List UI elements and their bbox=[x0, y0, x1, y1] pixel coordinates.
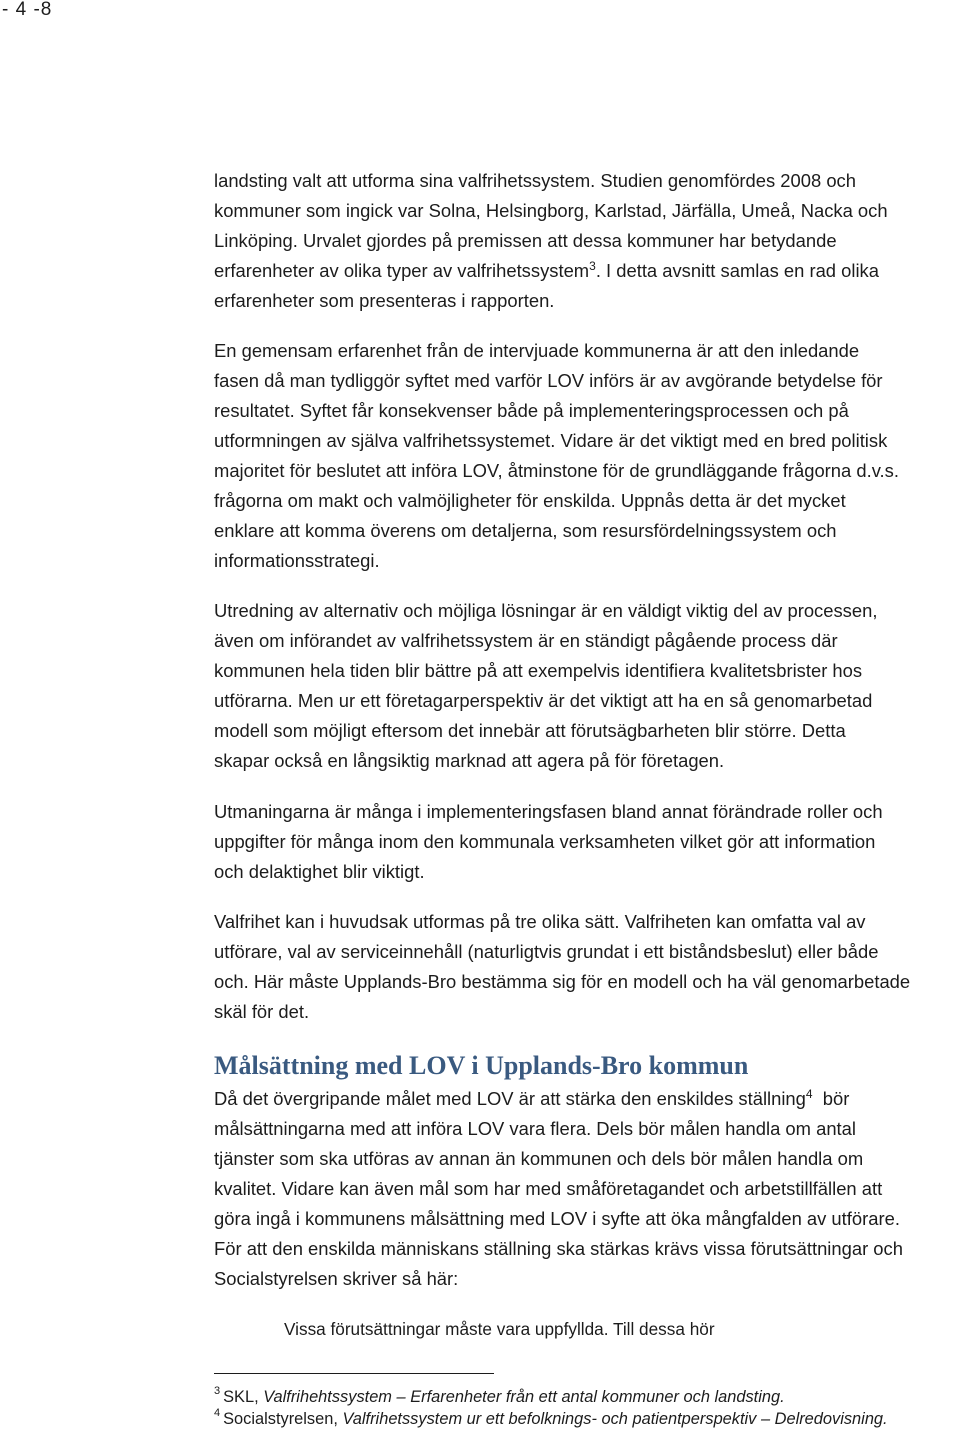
text-line: För att den enskilda människans ställning ska stärkas krävs vissa förutsättningar och bbox=[214, 1238, 903, 1259]
paragraph-text bbox=[214, 166, 954, 316]
text-line: utförarna. Men ur ett företagarperspektiv är det viktigt att ha en så genomarbetad bbox=[214, 690, 873, 711]
paragraph-text bbox=[214, 907, 954, 1027]
text-line: även om införandet av valfrihetssystem är en ständigt pågående process där bbox=[214, 630, 838, 651]
text-line: Linköping. Urvalet gjordes på premissen att dessa kommuner har betydande bbox=[214, 230, 837, 251]
footnote-source: Socialstyrelsen, bbox=[223, 1410, 343, 1428]
footnote-source: SKL, bbox=[223, 1388, 264, 1406]
text-line: Valfrihet kan i huvudsak utformas på tre olika sätt. Valfriheten kan omfatta val av bbox=[214, 911, 866, 932]
footnote-separator bbox=[214, 1373, 494, 1374]
footnote-title: Erfarenheter från ett antal kommuner och landsting. bbox=[410, 1388, 785, 1406]
text-line bbox=[214, 1084, 954, 1114]
text-line: Utmaningarna är många i implementeringsfasen bland annat förändrade roller och bbox=[214, 801, 883, 822]
footnote-title: Delredovisning. bbox=[774, 1410, 888, 1428]
section-heading: Målsättning med LOV i Upplands-Bro kommun bbox=[214, 1051, 749, 1080]
text-line: majoritet för beslutet att införa LOV, åtminstone för de grundläggande frågorna d.v.s. bbox=[214, 460, 899, 481]
text-line: utformningen av själva valfrihetssystemet. Vidare är det viktigt med en bred politisk bbox=[214, 430, 888, 451]
text-line: fasen då man tydliggör syftet med varför LOV införs är av avgörande betydelse för bbox=[214, 370, 883, 391]
paragraph-3 bbox=[214, 596, 954, 776]
paragraph-4 bbox=[214, 797, 954, 887]
footnote-reference-3: 3 bbox=[589, 259, 596, 273]
section-paragraph bbox=[214, 1084, 954, 1294]
footnote-number: 4 bbox=[214, 1407, 221, 1419]
footnote-number: 3 bbox=[214, 1385, 221, 1397]
text-line: resultatet. Syftet får konsekvenser både på implementeringsprocessen och på bbox=[214, 400, 849, 421]
text-segment: . I detta avsnitt samlas en rad olika bbox=[595, 260, 879, 281]
footnote-title: Valfrihehtssystem bbox=[263, 1388, 392, 1406]
paragraph-2 bbox=[214, 336, 954, 576]
text-line: landsting valt att utforma sina valfrihetssystem. Studien genomfördes 2008 och bbox=[214, 170, 856, 191]
text-line: och delaktighet blir viktigt. bbox=[214, 861, 425, 882]
text-segment: Då det övergripande målet med LOV är att stärka den enskildes ställning bbox=[214, 1088, 806, 1109]
text-line: tjänster som ska utföras av annan än kommunen och dels bör målen handla om bbox=[214, 1148, 864, 1169]
text-line: utförare, val av serviceinnehåll (naturligtvis grundat i ett biståndsbeslut) eller både bbox=[214, 941, 879, 962]
paragraph-text bbox=[214, 336, 954, 576]
text-line: erfarenheter som presenteras i rapporten. bbox=[214, 290, 555, 311]
text-line: enklare att komma överens om detaljerna, som resursfördelningssystem och bbox=[214, 520, 837, 541]
paragraph-1 bbox=[214, 166, 954, 316]
text-line: modell som möjligt eftersom det innebär att förutsägbarheten blir större. Detta bbox=[214, 720, 846, 741]
text-line bbox=[214, 256, 954, 286]
paragraph-5 bbox=[214, 907, 954, 1027]
text-line: Utredning av alternativ och möjliga lösningar är en väldigt viktig del av processen, bbox=[214, 600, 878, 621]
text-line: informationsstrategi. bbox=[214, 550, 380, 571]
footnote-dash: – bbox=[391, 1388, 411, 1406]
text-line: skäl för det. bbox=[214, 1001, 310, 1022]
footnote-reference-4: 4 bbox=[805, 1087, 813, 1101]
paragraph-text bbox=[214, 596, 954, 776]
text-line: kommuner som ingick var Solna, Helsingborg, Karlstad, Järfälla, Umeå, Nacka och bbox=[214, 200, 888, 221]
text-line: målsättningarna med att införa LOV vara flera. Dels bör målen handla om antal bbox=[214, 1118, 856, 1139]
text-segment: bör bbox=[812, 1088, 850, 1109]
text-line: uppgifter för många inom den kommunala verksamheten vilket gör att information bbox=[214, 831, 876, 852]
paragraph-text bbox=[214, 1084, 954, 1294]
text-line: kvalitet. Vidare kan även mål som har med småföretagandet och arbetstillfällen att bbox=[214, 1178, 883, 1199]
footnote-dash: – bbox=[756, 1410, 775, 1428]
text-line: Socialstyrelsen skriver så här: bbox=[214, 1268, 459, 1289]
footnote-3 bbox=[214, 1386, 785, 1408]
paragraph-text bbox=[214, 797, 954, 887]
block-quote: Vissa förutsättningar måste vara uppfyllda. Till dessa hör bbox=[284, 1319, 715, 1339]
footnote-title: Valfrihetssystem ur ett befolknings- och patientperspektiv bbox=[342, 1410, 757, 1428]
text-line: göra ingå i kommunens målsättning med LOV i syfte att öka mångfalden av utförare. bbox=[214, 1208, 900, 1229]
footnote-4 bbox=[214, 1408, 888, 1430]
text-line: frågorna om makt och valmöjligheter för enskilda. Uppnås detta är det mycket bbox=[214, 490, 846, 511]
text-segment: erfarenheter av olika typer av valfrihetssystem bbox=[214, 260, 590, 281]
text-line: och. Här måste Upplands-Bro bestämma sig för en modell och ha väl genomarbetade bbox=[214, 971, 911, 992]
text-line: skapar också en långsiktig marknad att agera på för företagen. bbox=[214, 750, 725, 771]
page-number: - 4 -8 bbox=[2, 0, 53, 20]
text-line: En gemensam erfarenhet från de intervjuade kommunerna är att den inledande bbox=[214, 340, 860, 361]
text-line: kommunen hela tiden blir bättre på att exempelvis identifiera kvalitetsbrister hos bbox=[214, 660, 863, 681]
